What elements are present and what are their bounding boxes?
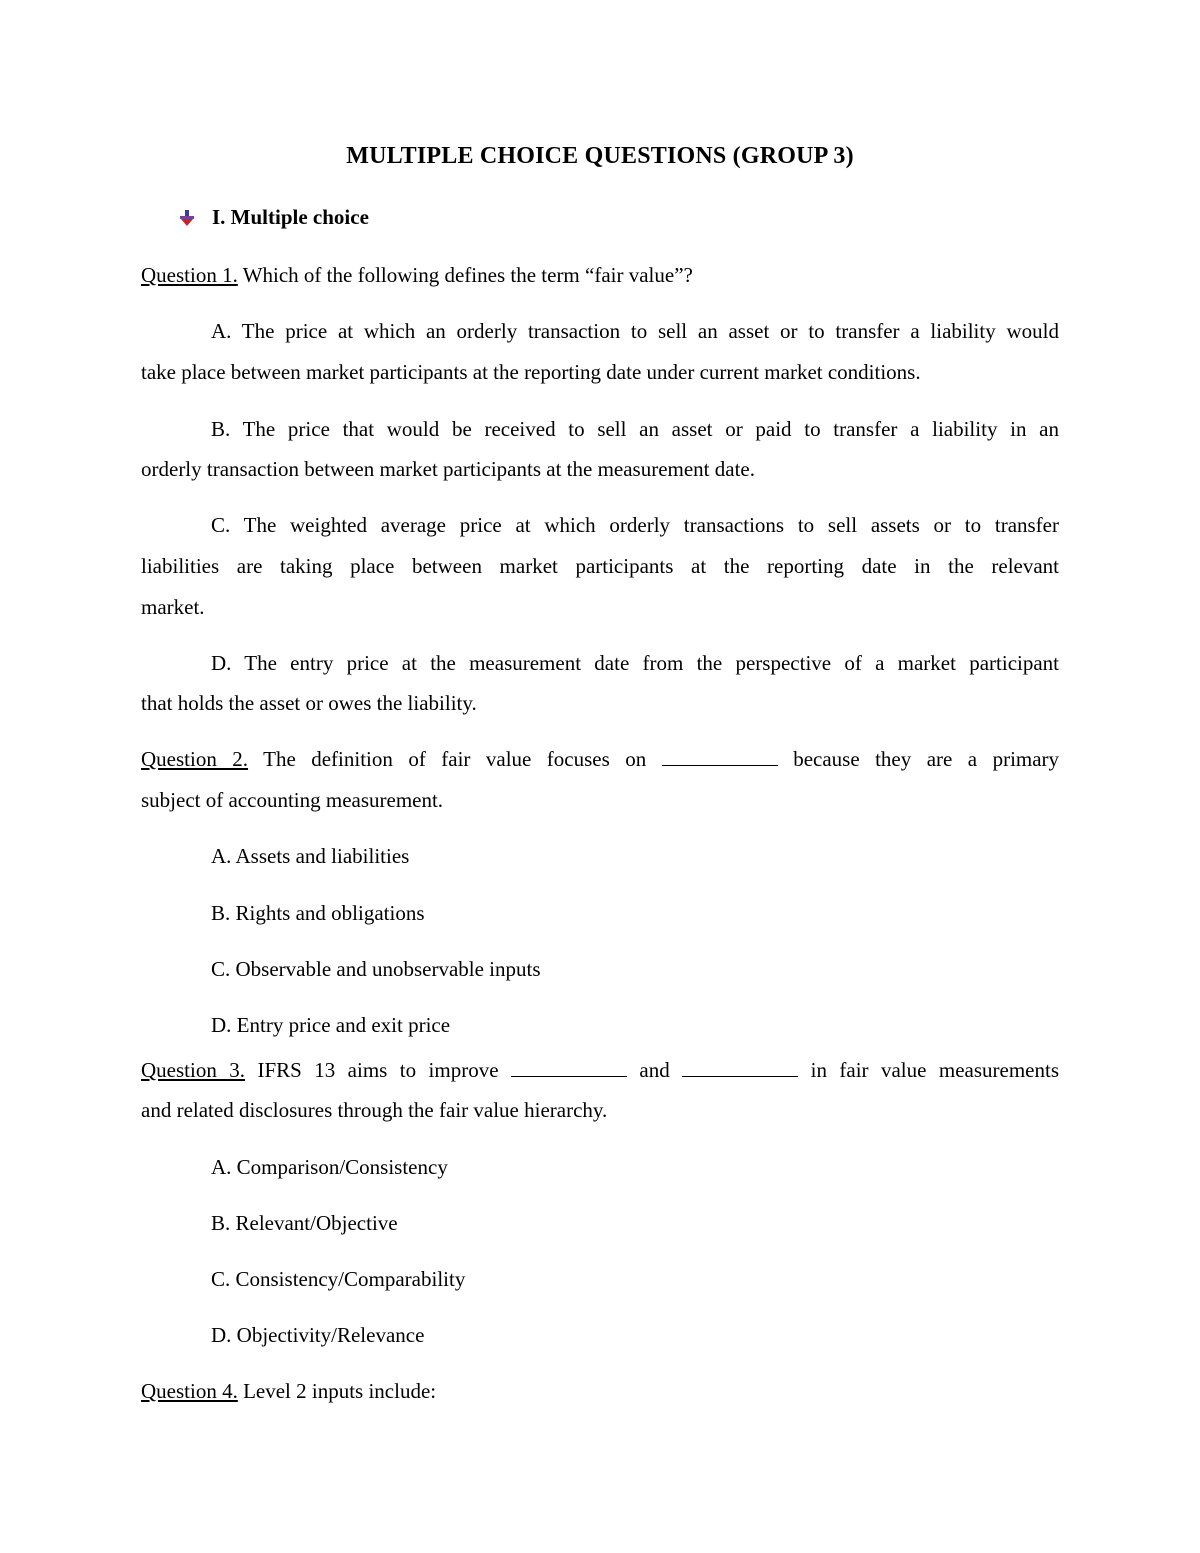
answer-blank	[511, 1058, 627, 1077]
question-1-text: Which of the following defines the term “fair value”?	[237, 263, 693, 287]
question-3-stem-line-2: and related disclosures through the fair value hierarchy.	[141, 1098, 608, 1122]
question-1-option-c-line-2: liabilities are taking place between market participants at the reporting date in the relevant	[141, 554, 1059, 578]
question-3-text-part-2: and	[639, 1058, 670, 1082]
question-4-text: Level 2 inputs include:	[237, 1379, 437, 1403]
question-1-option-c-line-3: market.	[141, 595, 205, 619]
question-2-stem	[141, 746, 1059, 772]
question-3-text-part-1: IFRS 13 aims to improve	[245, 1058, 499, 1082]
answer-blank	[662, 747, 778, 766]
question-3-label: Question 3.	[141, 1058, 246, 1082]
question-1-option-a-line-1: A. The price at which an orderly transaction to sell an asset or to transfer a liability would	[211, 319, 1059, 343]
question-2-option-c: C. Observable and unobservable inputs	[211, 957, 541, 981]
question-1-option-b-line-2: orderly transaction between market participants at the measurement date.	[141, 457, 755, 481]
question-2-option-a: A. Assets and liabilities	[211, 844, 410, 868]
question-1-option-d-line-2: that holds the asset or owes the liability.	[141, 691, 477, 715]
question-2-text-part-1: The definition of fair value focuses on	[248, 747, 647, 771]
section-heading-text: I. Multiple choice	[212, 205, 369, 229]
question-4-stem	[141, 1378, 1059, 1404]
answer-blank	[682, 1058, 798, 1077]
question-4-label: Question 4.	[141, 1379, 238, 1403]
question-1-option-c-line-1: C. The weighted average price at which orderly transactions to sell assets or to transfer	[211, 513, 1059, 537]
question-3-text-part-3: in fair value measurements	[810, 1058, 1060, 1082]
section-heading	[180, 205, 369, 230]
question-2-text-part-2: because they are a primary	[793, 747, 1060, 771]
question-2-option-d: D. Entry price and exit price	[211, 1013, 451, 1037]
question-3-option-d: D. Objectivity/Relevance	[211, 1323, 425, 1347]
page-title: MULTIPLE CHOICE QUESTIONS (GROUP 3)	[346, 143, 854, 169]
question-3-option-b: B. Relevant/Objective	[211, 1211, 398, 1235]
question-1-option-d-line-1: D. The entry price at the measurement date from the perspective of a market participant	[211, 651, 1059, 675]
question-3-option-c: C. Consistency/Comparability	[211, 1267, 466, 1291]
question-1-option-a-line-2: take place between market participants at the reporting date under current market conditions.	[141, 360, 921, 384]
question-2-option-b: B. Rights and obligations	[211, 901, 425, 925]
question-1-stem	[141, 262, 1059, 288]
question-1-label: Question 1.	[141, 263, 238, 287]
question-2-label: Question 2.	[141, 747, 249, 771]
question-2-stem-line-2: subject of accounting measurement.	[141, 788, 444, 812]
question-3-option-a: A. Comparison/Consistency	[211, 1155, 448, 1179]
arrow-down-bullet-icon	[180, 210, 194, 226]
question-3-stem	[141, 1057, 1059, 1083]
question-1-option-b-line-1: B. The price that would be received to sell an asset or paid to transfer a liability in an	[211, 417, 1059, 441]
